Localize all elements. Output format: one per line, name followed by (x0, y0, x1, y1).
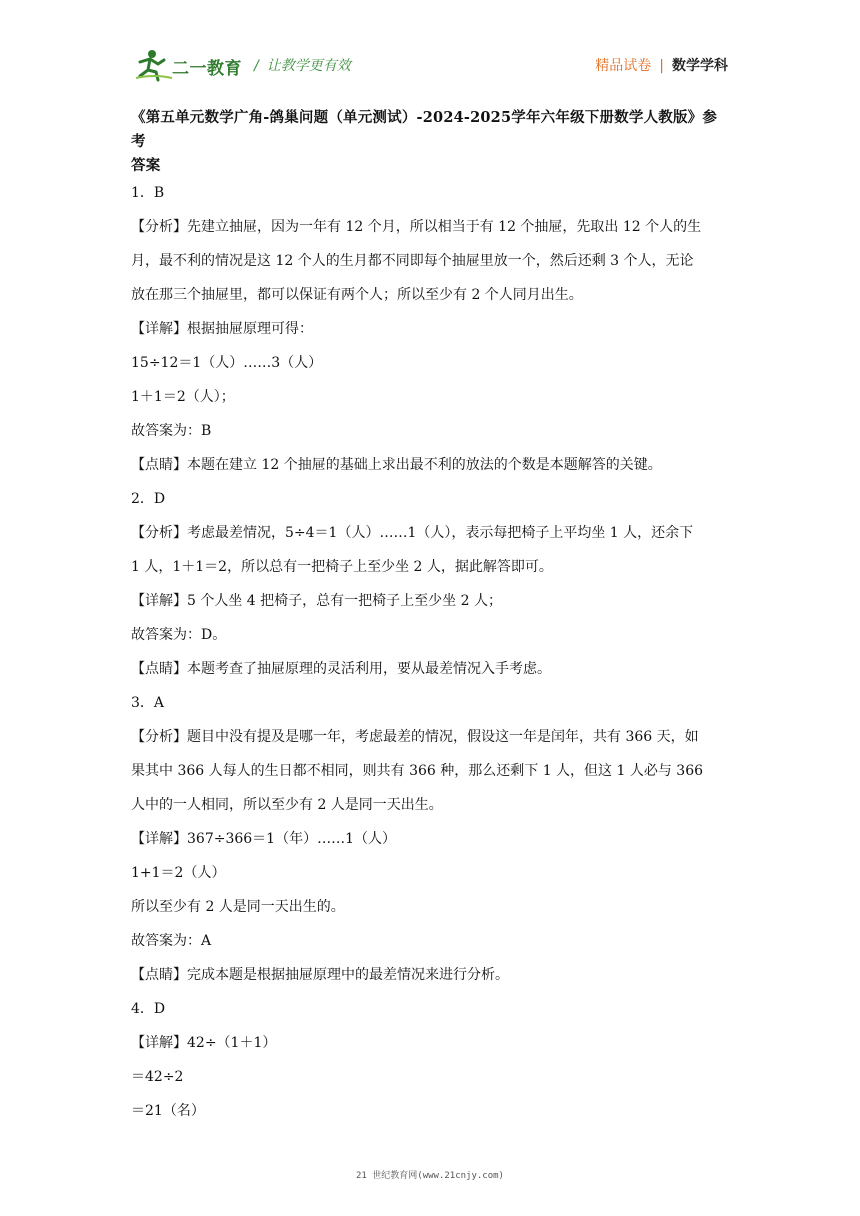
tag-separator: | (659, 58, 664, 74)
answer-line: ＝21（名） (131, 1103, 205, 1119)
logo-text: 二一教育 (172, 59, 242, 79)
title-line: 《第五单元数学广角-鸽巢问题（单元测试）-2024-2025学年六年级下册数学人教版》参考 (131, 109, 718, 150)
answer-line: 1+1＝2（人） (131, 865, 226, 881)
answer-line: 人中的一人相同，所以至少有 2 人是同一天出生。 (131, 797, 443, 813)
answer-line: 4．D (131, 1001, 166, 1017)
answer-line: 1．B (131, 185, 165, 201)
answer-line: 【详解】42÷（1＋1） (131, 1035, 277, 1051)
answer-line: 月，最不利的情况是这 12 个人的生月都不同即每个抽屉里放一个，然后还剩 3 个人，无论 (131, 253, 694, 269)
answer-line: 1 人，1＋1＝2，所以总有一把椅子上至少坐 2 人，据此解答即可。 (131, 559, 553, 575)
answer-line: 15÷12＝1（人）……3（人） (131, 355, 323, 371)
slogan (254, 55, 351, 75)
answer-line: 3．A (131, 695, 165, 711)
premium-tag: 精品试卷 (595, 58, 652, 74)
answer-line: 【点睛】完成本题是根据抽屉原理中的最差情况来进行分析。 (131, 967, 509, 983)
answer-line: 故答案为：D。 (131, 627, 227, 643)
answer-line: 所以至少有 2 人是同一天出生的。 (131, 899, 345, 915)
answer-line: 放在那三个抽屉里，都可以保证有两个人；所以至少有 2 个人同月出生。 (131, 287, 583, 303)
page-header (134, 48, 728, 82)
answer-line: 【分析】题目中没有提及是哪一年，考虑最差的情况，假设这一年是闰年，共有 366 天，如 (131, 729, 699, 745)
answer-line: 【详解】根据抽屉原理可得： (131, 321, 313, 337)
brand-logo (134, 48, 254, 82)
answer-line: 【分析】先建立抽屉，因为一年有 12 个月，所以相当于有 12 个抽屉，先取出 12 个人的生 (131, 219, 702, 235)
answer-line: 2．D (131, 491, 166, 507)
slash-divider: / (254, 58, 259, 74)
title-line: 答案 (131, 157, 161, 174)
answer-line: 【详解】367÷366＝1（年）……1（人） (131, 831, 396, 847)
slogan-text: 让教学更有效 (266, 58, 351, 74)
answer-line: ＝42÷2 (131, 1069, 184, 1085)
answer-line: 果其中 366 人每人的生日都不相同，则共有 366 种，那么还剩下 1 人，但这 1 人必与 366 (131, 763, 704, 779)
page-footer: 21 世纪教育网(www.21cnjy.com) (356, 1171, 504, 1181)
answer-line: 1＋1＝2（人）； (131, 389, 235, 405)
answer-line: 【点睛】本题在建立 12 个抽屉的基础上求出最不利的放法的个数是本题解答的关键。 (131, 457, 662, 473)
answer-content (131, 176, 731, 1128)
runner-icon (134, 48, 174, 82)
answer-line: 【点睛】本题考查了抽屉原理的灵活利用，要从最差情况入手考虑。 (131, 661, 551, 677)
document-title (131, 106, 731, 178)
answer-line: 【分析】考虑最差情况，5÷4＝1（人）……1（人），表示每把椅子上平均坐 1 人，还余下 (131, 525, 694, 541)
subject-tag: 数学学科 (672, 58, 728, 74)
header-tags (595, 55, 728, 75)
answer-line: 故答案为：A (131, 933, 212, 949)
answer-line: 【详解】5 个人坐 4 把椅子，总有一把椅子上至少坐 2 人； (131, 593, 502, 609)
answer-line: 故答案为：B (131, 423, 212, 439)
